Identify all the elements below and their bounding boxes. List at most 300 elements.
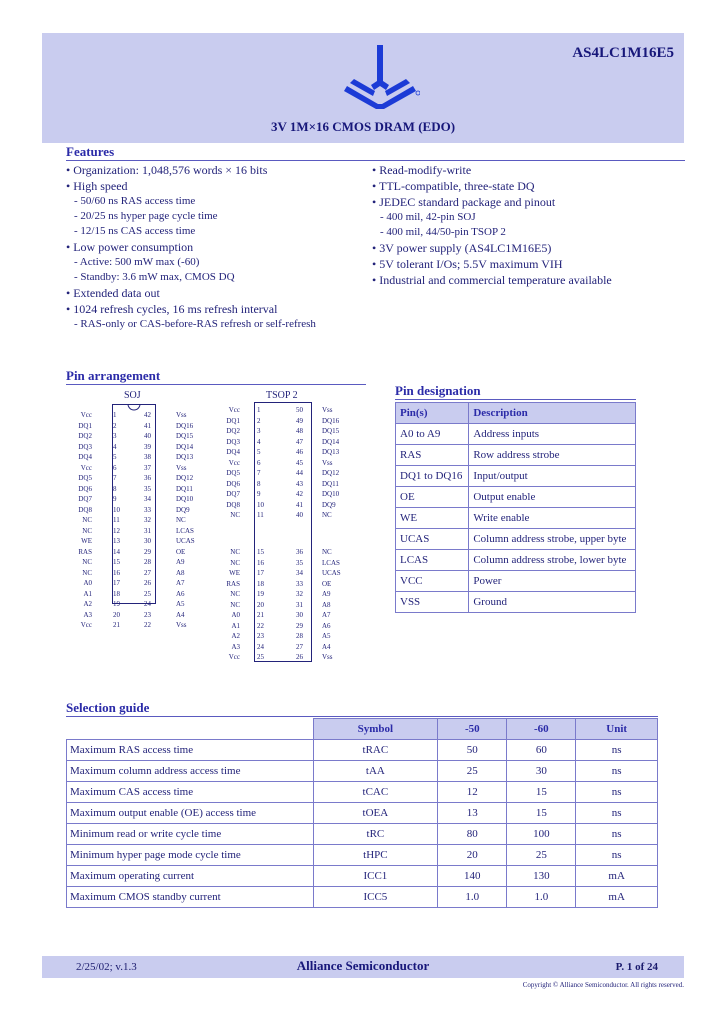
tsop-pin-name: DQ10 bbox=[322, 490, 340, 498]
feature-item: - Active: 500 mW max (-60) bbox=[74, 256, 200, 268]
selection-guide-heading: Selection guide bbox=[66, 700, 150, 715]
tsop-pin-number: 34 bbox=[296, 569, 303, 577]
value-cell: tRAC bbox=[313, 740, 438, 761]
feature-item: - 50/60 ns RAS access time bbox=[74, 195, 196, 207]
tsop-pin-name: A4 bbox=[322, 642, 331, 651]
tsop-pin-number: 9 bbox=[257, 490, 261, 498]
tsop-right-top-numbers bbox=[296, 405, 303, 521]
soj-right-pin-numbers bbox=[144, 410, 151, 631]
soj-pin-number: 16 bbox=[113, 568, 120, 577]
tsop-pin-number: 24 bbox=[257, 642, 264, 651]
value-cell: 50 bbox=[438, 740, 507, 761]
value-cell: 25 bbox=[438, 761, 507, 782]
tsop-pin-name: Vcc bbox=[228, 406, 240, 414]
tsop-left-bottom-names bbox=[218, 547, 240, 663]
soj-pin-name: Vss bbox=[176, 411, 187, 419]
soj-pin-number: 8 bbox=[113, 484, 117, 493]
pin-arrangement-rule bbox=[66, 384, 366, 385]
soj-pin-name: NC bbox=[82, 516, 92, 524]
soj-pin-name: A8 bbox=[176, 568, 185, 577]
value-cell: tRC bbox=[313, 824, 438, 845]
table-row bbox=[67, 803, 658, 824]
soj-pin-number: 2 bbox=[113, 421, 117, 430]
tsop-pin-number: 45 bbox=[296, 458, 303, 467]
table-row bbox=[396, 571, 636, 592]
soj-label: SOJ bbox=[124, 390, 141, 401]
tsop-pin-number: 18 bbox=[257, 579, 264, 588]
soj-pin-name: DQ4 bbox=[78, 453, 92, 461]
pin-name-cell: OE bbox=[396, 487, 469, 508]
table-row bbox=[67, 740, 658, 761]
soj-pin-name: DQ6 bbox=[78, 484, 92, 493]
soj-pin-name: DQ1 bbox=[78, 421, 92, 430]
soj-pin-name: DQ10 bbox=[176, 495, 194, 503]
tsop-pin-name: OE bbox=[322, 579, 332, 588]
tsop-pin-number: 4 bbox=[257, 437, 261, 446]
value-cell: 80 bbox=[438, 824, 507, 845]
alliance-logo-icon bbox=[340, 43, 420, 115]
tsop-pin-number: 49 bbox=[296, 416, 303, 425]
soj-pin-number: 25 bbox=[144, 589, 151, 598]
selection-guide-header bbox=[67, 719, 314, 740]
tsop-pin-name: NC bbox=[230, 600, 240, 609]
feature-item: - 20/25 ns hyper page cycle time bbox=[74, 210, 218, 222]
soj-pin-number: 9 bbox=[113, 495, 117, 503]
soj-pin-name: DQ13 bbox=[176, 453, 194, 461]
feature-item: • 3V power supply (AS4LC1M16E5) bbox=[372, 241, 552, 255]
parameter-cell: Maximum CAS access time bbox=[67, 782, 314, 803]
soj-pin-number: 19 bbox=[113, 600, 120, 608]
soj-pin-number: 18 bbox=[113, 589, 120, 598]
feature-item: - RAS-only or CAS-before-RAS refresh or self-refresh bbox=[74, 318, 316, 330]
soj-pin-number: 21 bbox=[113, 621, 120, 629]
tsop-pin-name: Vss bbox=[322, 653, 333, 661]
value-cell: 130 bbox=[507, 866, 576, 887]
tsop-pin-number: 41 bbox=[296, 500, 303, 509]
tsop-pin-number: 22 bbox=[257, 621, 264, 630]
tsop-pin-number: 26 bbox=[296, 653, 303, 661]
value-cell: 25 bbox=[507, 845, 576, 866]
tsop-pin-number: 19 bbox=[257, 590, 264, 598]
soj-pin-name: DQ15 bbox=[176, 432, 194, 440]
soj-pin-number: 28 bbox=[144, 558, 151, 566]
features-rule bbox=[66, 160, 685, 161]
feature-item: • Industrial and commercial temperature available bbox=[372, 273, 612, 287]
tsop-pin-name: Vcc bbox=[228, 458, 240, 467]
soj-pin-name: A6 bbox=[176, 589, 185, 598]
footer-band bbox=[42, 956, 684, 978]
parameter-cell: Maximum column address access time bbox=[67, 761, 314, 782]
soj-pin-number: 40 bbox=[144, 432, 151, 440]
value-cell: ns bbox=[576, 845, 658, 866]
value-cell: tHPC bbox=[313, 845, 438, 866]
soj-pin-number: 27 bbox=[144, 568, 151, 577]
tsop-pin-number: 7 bbox=[257, 469, 261, 477]
pin-name-cell: DQ1 to DQ16 bbox=[396, 466, 469, 487]
tsop-pin-number: 3 bbox=[257, 427, 261, 435]
table-row bbox=[67, 761, 658, 782]
tsop-pin-name: NC bbox=[230, 590, 240, 598]
tsop-pin-number: 31 bbox=[296, 600, 303, 609]
table-row bbox=[67, 887, 658, 908]
tsop-pin-number: 17 bbox=[257, 569, 264, 577]
tsop-right-top-names bbox=[322, 405, 339, 521]
tsop-pin-name: DQ6 bbox=[226, 479, 240, 488]
pin-designation-table bbox=[395, 402, 636, 613]
pin-description-cell: Column address strobe, upper byte bbox=[469, 529, 636, 550]
feature-item: • JEDEC standard package and pinout bbox=[372, 195, 556, 209]
soj-pin-name: WE bbox=[81, 537, 92, 545]
pin-designation-col-pins: Pin(s) bbox=[396, 403, 469, 424]
tsop-pin-number: 27 bbox=[296, 642, 303, 651]
soj-pin-number: 34 bbox=[144, 495, 151, 503]
tsop-pin-name: A5 bbox=[322, 632, 331, 640]
tsop-pin-number: 46 bbox=[296, 448, 303, 456]
value-cell: ns bbox=[576, 803, 658, 824]
soj-pin-name: DQ7 bbox=[78, 495, 92, 503]
tsop-pin-name: DQ3 bbox=[226, 437, 240, 446]
soj-pin-name: A3 bbox=[83, 610, 92, 619]
pin-arrangement-heading: Pin arrangement bbox=[66, 368, 161, 383]
soj-pin-name: Vcc bbox=[80, 621, 92, 629]
tsop-pin-name: UCAS bbox=[322, 569, 341, 577]
soj-pin-name: NC bbox=[82, 568, 92, 577]
soj-pin-name: DQ8 bbox=[78, 505, 92, 514]
soj-pin-name: DQ11 bbox=[176, 484, 193, 493]
selection-guide-table bbox=[66, 718, 658, 908]
soj-left-pin-names bbox=[72, 410, 92, 631]
soj-pin-name: UCAS bbox=[176, 537, 195, 545]
selection-guide-rule bbox=[66, 716, 658, 717]
value-cell: ns bbox=[576, 761, 658, 782]
soj-pin-number: 38 bbox=[144, 453, 151, 461]
soj-pin-name: A7 bbox=[176, 579, 185, 587]
feature-item: • High speed bbox=[66, 179, 128, 193]
pin-name-cell: RAS bbox=[396, 445, 469, 466]
soj-right-pin-names bbox=[176, 410, 195, 631]
tsop-pin-number: 43 bbox=[296, 479, 303, 488]
value-cell: 20 bbox=[438, 845, 507, 866]
tsop-pin-name: NC bbox=[230, 558, 240, 567]
feature-item: • Low power consumption bbox=[66, 240, 194, 254]
soj-pin-name: DQ14 bbox=[176, 442, 194, 451]
value-cell: 60 bbox=[507, 740, 576, 761]
tsop-pin-name: A7 bbox=[322, 611, 331, 619]
table-row bbox=[396, 445, 636, 466]
soj-left-pin-numbers bbox=[113, 410, 120, 631]
features-heading: Features bbox=[66, 144, 115, 159]
value-cell: 12 bbox=[438, 782, 507, 803]
tsop-pin-name: A0 bbox=[231, 611, 240, 619]
table-row bbox=[396, 592, 636, 613]
feature-item: - 400 mil, 44/50-pin TSOP 2 bbox=[380, 226, 506, 238]
feature-item: • Extended data out bbox=[66, 286, 160, 300]
pin-designation-heading: Pin designation bbox=[395, 383, 481, 398]
footer-page: P. 1 of 24 bbox=[615, 961, 658, 973]
value-cell: 1.0 bbox=[438, 887, 507, 908]
feature-item: • 5V tolerant I/Os; 5.5V maximum VIH bbox=[372, 257, 563, 271]
table-row bbox=[67, 824, 658, 845]
tsop-pin-number: 5 bbox=[257, 448, 261, 456]
parameter-cell: Maximum output enable (OE) access time bbox=[67, 803, 314, 824]
tsop-pin-name: DQ14 bbox=[322, 437, 340, 446]
feature-item: • Organization: 1,048,576 words × 16 bits bbox=[66, 163, 268, 177]
tsop-pin-number: 44 bbox=[296, 469, 303, 477]
tsop-pin-number: 50 bbox=[296, 406, 303, 414]
tsop-pin-number: 36 bbox=[296, 548, 303, 556]
tsop-pin-number: 42 bbox=[296, 490, 303, 498]
tsop-pin-number: 2 bbox=[257, 416, 261, 425]
feature-item: - 400 mil, 42-pin SOJ bbox=[380, 211, 476, 223]
feature-item: - 12/15 ns CAS access time bbox=[74, 225, 196, 237]
footer-copyright: Copyright © Alliance Semiconductor. All rights reserved. bbox=[522, 981, 684, 989]
value-cell: tCAC bbox=[313, 782, 438, 803]
value-cell: ICC1 bbox=[313, 866, 438, 887]
soj-pin-number: 3 bbox=[113, 432, 117, 440]
pin-name-cell: A0 to A9 bbox=[396, 424, 469, 445]
table-row bbox=[67, 782, 658, 803]
soj-pin-number: 20 bbox=[113, 610, 120, 619]
part-number: AS4LC1M16E5 bbox=[572, 45, 674, 61]
pin-description-cell: Row address strobe bbox=[469, 445, 636, 466]
parameter-cell: Maximum operating current bbox=[67, 866, 314, 887]
pin-description-cell: Column address strobe, lower byte bbox=[469, 550, 636, 571]
footer-date: 2/25/02; v.1.3 bbox=[76, 961, 137, 973]
soj-pin-name: DQ9 bbox=[176, 505, 190, 514]
value-cell: ns bbox=[576, 782, 658, 803]
tsop-pin-name: A1 bbox=[231, 621, 240, 630]
soj-pin-name: A0 bbox=[83, 579, 92, 587]
value-cell: 15 bbox=[507, 782, 576, 803]
soj-pin-number: 12 bbox=[113, 526, 120, 535]
value-cell: 15 bbox=[507, 803, 576, 824]
tsop-pin-name: DQ16 bbox=[322, 416, 340, 425]
parameter-cell: Minimum hyper page mode cycle time bbox=[67, 845, 314, 866]
value-cell: 100 bbox=[507, 824, 576, 845]
value-cell: 30 bbox=[507, 761, 576, 782]
tsop-pin-name: DQ15 bbox=[322, 427, 340, 435]
feature-item: - Standby: 3.6 mW max, CMOS DQ bbox=[74, 271, 235, 283]
tsop-right-bottom-names bbox=[322, 547, 341, 663]
soj-pin-number: 30 bbox=[144, 537, 151, 545]
tsop-left-bottom-numbers bbox=[257, 547, 264, 663]
features-left-list bbox=[66, 162, 316, 332]
tsop-pin-name: DQ12 bbox=[322, 469, 340, 477]
tsop-right-bottom-numbers bbox=[296, 547, 303, 663]
soj-pin-number: 17 bbox=[113, 579, 120, 587]
table-row bbox=[396, 466, 636, 487]
soj-pin-number: 26 bbox=[144, 579, 151, 587]
table-row bbox=[396, 487, 636, 508]
table-row bbox=[396, 424, 636, 445]
soj-pin-name: LCAS bbox=[176, 526, 194, 535]
tsop-pin-name: DQ9 bbox=[322, 500, 336, 509]
tsop-pin-number: 48 bbox=[296, 427, 303, 435]
soj-pin-number: 23 bbox=[144, 610, 151, 619]
header-band bbox=[42, 33, 684, 143]
pin-name-cell: LCAS bbox=[396, 550, 469, 571]
feature-item: • TTL-compatible, three-state DQ bbox=[372, 179, 535, 193]
tsop-pin-number: 33 bbox=[296, 579, 303, 588]
tsop-pin-name: A3 bbox=[231, 642, 240, 651]
tsop-label: TSOP 2 bbox=[266, 390, 298, 401]
tsop-pin-name: Vss bbox=[322, 406, 333, 414]
selection-guide-header: -60 bbox=[507, 719, 576, 740]
pin-designation-col-desc: Description bbox=[469, 403, 636, 424]
tsop-pin-name: A9 bbox=[322, 590, 331, 598]
table-row bbox=[67, 866, 658, 887]
soj-pin-name: DQ12 bbox=[176, 474, 194, 482]
soj-pin-name: DQ2 bbox=[78, 432, 92, 440]
document-title: 3V 1M×16 CMOS DRAM (EDO) bbox=[270, 119, 456, 134]
tsop-pin-name: DQ13 bbox=[322, 448, 340, 456]
selection-guide-header: Symbol bbox=[313, 719, 438, 740]
pin-name-cell: WE bbox=[396, 508, 469, 529]
soj-pin-number: 14 bbox=[113, 547, 120, 556]
soj-pin-number: 4 bbox=[113, 442, 117, 451]
tsop-pin-number: 8 bbox=[257, 479, 261, 488]
value-cell: mA bbox=[576, 866, 658, 887]
parameter-cell: Minimum read or write cycle time bbox=[67, 824, 314, 845]
tsop-pin-name: NC bbox=[322, 511, 332, 519]
soj-pin-name: Vcc bbox=[80, 463, 92, 472]
value-cell: 1.0 bbox=[507, 887, 576, 908]
pin-name-cell: UCAS bbox=[396, 529, 469, 550]
tsop-pin-number: 47 bbox=[296, 437, 303, 446]
features-right-list bbox=[372, 162, 612, 288]
pin-description-cell: Power bbox=[469, 571, 636, 592]
soj-pin-number: 31 bbox=[144, 526, 151, 535]
tsop-left-top-numbers bbox=[257, 405, 264, 521]
soj-pin-name: NC bbox=[176, 516, 186, 524]
tsop-pin-name: DQ11 bbox=[322, 479, 339, 488]
value-cell: 140 bbox=[438, 866, 507, 887]
feature-item: • Read-modify-write bbox=[372, 163, 472, 177]
value-cell: ns bbox=[576, 824, 658, 845]
tsop-pin-number: 21 bbox=[257, 611, 264, 619]
tsop-pin-number: 25 bbox=[257, 653, 264, 661]
tsop-pin-name: Vss bbox=[322, 458, 333, 467]
table-row bbox=[67, 845, 658, 866]
tsop-pin-name: LCAS bbox=[322, 558, 340, 567]
soj-pin-number: 42 bbox=[144, 411, 151, 419]
soj-pin-name: A2 bbox=[83, 600, 92, 608]
soj-pin-number: 6 bbox=[113, 463, 117, 472]
soj-pin-number: 11 bbox=[113, 516, 120, 524]
tsop-pin-name: DQ8 bbox=[226, 500, 240, 509]
tsop-pin-name: NC bbox=[230, 511, 240, 519]
soj-pin-number: 24 bbox=[144, 600, 151, 608]
footer-company: Alliance Semiconductor bbox=[296, 958, 430, 973]
soj-pin-number: 33 bbox=[144, 505, 151, 514]
tsop-pin-number: 11 bbox=[257, 511, 264, 519]
tsop-pin-number: 1 bbox=[257, 406, 261, 414]
soj-pin-name: Vcc bbox=[80, 411, 92, 419]
tsop-pin-number: 29 bbox=[296, 621, 303, 630]
pin-description-cell: Address inputs bbox=[469, 424, 636, 445]
tsop-pin-number: 35 bbox=[296, 558, 303, 567]
selection-guide-header: -50 bbox=[438, 719, 507, 740]
pin-name-cell: VSS bbox=[396, 592, 469, 613]
value-cell: ICC5 bbox=[313, 887, 438, 908]
table-row bbox=[396, 529, 636, 550]
soj-pin-number: 32 bbox=[144, 516, 151, 524]
soj-pin-number: 41 bbox=[144, 421, 151, 430]
tsop-pin-number: 15 bbox=[257, 548, 264, 556]
pin-description-cell: Input/output bbox=[469, 466, 636, 487]
soj-pin-number: 7 bbox=[113, 474, 117, 482]
soj-pin-name: RAS bbox=[78, 547, 92, 556]
tsop-pin-name: DQ1 bbox=[226, 416, 240, 425]
pin-description-cell: Output enable bbox=[469, 487, 636, 508]
tsop-pin-number: 6 bbox=[257, 458, 261, 467]
soj-pin-number: 15 bbox=[113, 558, 120, 566]
soj-pin-name: A1 bbox=[83, 589, 92, 598]
parameter-cell: Maximum CMOS standby current bbox=[67, 887, 314, 908]
soj-pin-name: OE bbox=[176, 547, 186, 556]
tsop-pin-name: A2 bbox=[231, 632, 240, 640]
soj-pin-name: DQ16 bbox=[176, 421, 194, 430]
tsop-pin-number: 10 bbox=[257, 500, 264, 509]
pin-designation-rule bbox=[395, 399, 636, 400]
pin-description-cell: Ground bbox=[469, 592, 636, 613]
pin-description-cell: Write enable bbox=[469, 508, 636, 529]
soj-pin-number: 36 bbox=[144, 474, 151, 482]
tsop-pin-name: DQ4 bbox=[226, 448, 240, 456]
soj-pin-number: 37 bbox=[144, 463, 151, 472]
tsop-pin-number: 23 bbox=[257, 632, 264, 640]
soj-pin-number: 22 bbox=[144, 621, 151, 629]
soj-pin-name: A9 bbox=[176, 558, 185, 566]
tsop-pin-name: WE bbox=[229, 569, 240, 577]
tsop-pin-name: NC bbox=[322, 548, 332, 556]
tsop-left-top-names bbox=[218, 405, 240, 521]
soj-pin-number: 29 bbox=[144, 547, 151, 556]
soj-pin-name: DQ3 bbox=[78, 442, 92, 451]
value-cell: 13 bbox=[438, 803, 507, 824]
feature-item: • 1024 refresh cycles, 16 ms refresh interval bbox=[66, 302, 278, 316]
soj-pin-name: NC bbox=[82, 558, 92, 566]
table-row bbox=[396, 508, 636, 529]
value-cell: tAA bbox=[313, 761, 438, 782]
value-cell: ns bbox=[576, 740, 658, 761]
tsop-pin-name: A6 bbox=[322, 621, 331, 630]
tsop-pin-name: DQ2 bbox=[226, 427, 240, 435]
soj-pin-number: 10 bbox=[113, 505, 120, 514]
soj-pin-name: DQ5 bbox=[78, 474, 92, 482]
tsop-pin-name: RAS bbox=[226, 579, 240, 588]
soj-pin-number: 13 bbox=[113, 537, 120, 545]
tsop-pin-name: DQ5 bbox=[226, 469, 240, 477]
soj-pin-name: Vss bbox=[176, 621, 187, 629]
soj-pin-name: A5 bbox=[176, 600, 185, 608]
soj-pin-name: Vss bbox=[176, 463, 187, 472]
soj-pin-number: 39 bbox=[144, 442, 151, 451]
value-cell: mA bbox=[576, 887, 658, 908]
tsop-pin-name: Vcc bbox=[228, 653, 240, 661]
tsop-pin-name: DQ7 bbox=[226, 490, 240, 498]
tsop-pin-number: 30 bbox=[296, 611, 303, 619]
soj-pin-number: 5 bbox=[113, 453, 117, 461]
tsop-pin-name: NC bbox=[230, 548, 240, 556]
tsop-pin-number: 20 bbox=[257, 600, 264, 609]
soj-pin-number: 1 bbox=[113, 411, 117, 419]
tsop-pin-number: 16 bbox=[257, 558, 264, 567]
selection-guide-header: Unit bbox=[576, 719, 658, 740]
tsop-pin-name: A8 bbox=[322, 600, 331, 609]
soj-pin-name: A4 bbox=[176, 610, 185, 619]
tsop-pin-number: 32 bbox=[296, 590, 303, 598]
